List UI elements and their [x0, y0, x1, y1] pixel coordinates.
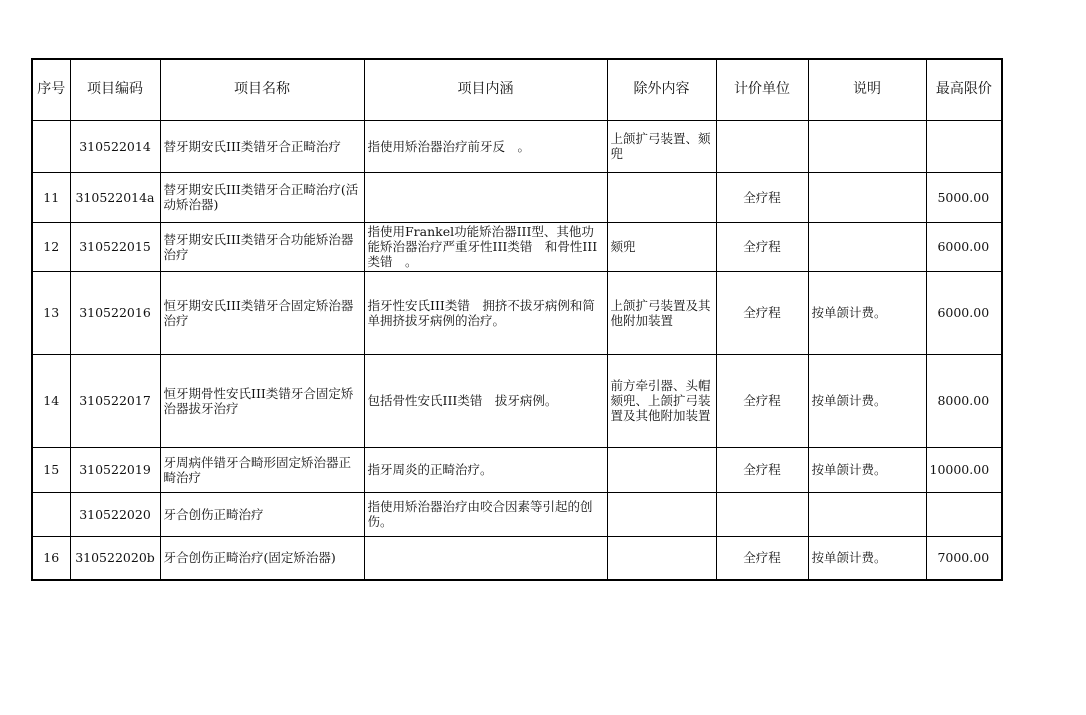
table-row — [32, 120, 1002, 172]
row-excluded — [607, 447, 716, 492]
header-content: 项目内涵 — [364, 59, 607, 120]
row-content: 指使用矫治器治疗前牙反 。 — [364, 120, 607, 172]
row-price: 7000.00 — [926, 536, 1002, 580]
row-excluded: 颏兜 — [607, 222, 716, 271]
row-code: 310522019 — [70, 447, 160, 492]
row-note — [808, 120, 926, 172]
row-price: 6000.00 — [926, 271, 1002, 354]
header-index: 序号 — [32, 59, 70, 120]
row-price — [926, 492, 1002, 536]
row-content: 包括骨性安氏III类错 拔牙病例。 — [364, 354, 607, 447]
header-name: 项目名称 — [160, 59, 364, 120]
row-index: 14 — [32, 354, 70, 447]
row-price: 6000.00 — [926, 222, 1002, 271]
row-content: 指牙周炎的正畸治疗。 — [364, 447, 607, 492]
header-price: 最高限价 — [926, 59, 1002, 120]
row-index: 16 — [32, 536, 70, 580]
header-unit: 计价单位 — [716, 59, 808, 120]
table-row — [32, 492, 1002, 536]
row-excluded: 前方牵引器、头帽颏兜、上颌扩弓装置及其他附加装置 — [607, 354, 716, 447]
row-name: 牙周病伴错牙合畸形固定矫治器正畸治疗 — [160, 447, 364, 492]
row-note: 按单颌计费。 — [808, 271, 926, 354]
header-excluded: 除外内容 — [607, 59, 716, 120]
row-unit: 全疗程 — [716, 222, 808, 271]
row-name: 恒牙期骨性安氏III类错牙合固定矫治器拔牙治疗 — [160, 354, 364, 447]
row-index — [32, 120, 70, 172]
row-content — [364, 536, 607, 580]
fee-table — [31, 58, 1003, 581]
row-note — [808, 492, 926, 536]
row-excluded — [607, 492, 716, 536]
row-unit — [716, 120, 808, 172]
row-excluded — [607, 172, 716, 222]
row-name: 牙合创伤正畸治疗(固定矫治器) — [160, 536, 364, 580]
table-row — [32, 172, 1002, 222]
row-index: 12 — [32, 222, 70, 271]
row-excluded: 上颌扩弓装置、颏兜 — [607, 120, 716, 172]
row-index: 11 — [32, 172, 70, 222]
row-index: 15 — [32, 447, 70, 492]
row-code: 310522020 — [70, 492, 160, 536]
row-index: 13 — [32, 271, 70, 354]
row-name: 替牙期安氏III类错牙合正畸治疗 — [160, 120, 364, 172]
row-code: 310522020b — [70, 536, 160, 580]
table-row — [32, 447, 1002, 492]
row-code: 310522014a — [70, 172, 160, 222]
row-unit: 全疗程 — [716, 354, 808, 447]
row-content: 指使用Frankel功能矫治器III型、其他功能矫治器治疗严重牙性III类错 和骨性III类错 。 — [364, 222, 607, 271]
row-name: 替牙期安氏III类错牙合功能矫治器治疗 — [160, 222, 364, 271]
row-name: 牙合创伤正畸治疗 — [160, 492, 364, 536]
row-unit: 全疗程 — [716, 271, 808, 354]
row-unit: 全疗程 — [716, 536, 808, 580]
row-unit — [716, 492, 808, 536]
row-unit: 全疗程 — [716, 172, 808, 222]
row-index — [32, 492, 70, 536]
table-row — [32, 222, 1002, 271]
row-price: 8000.00 — [926, 354, 1002, 447]
row-excluded: 上颌扩弓装置及其他附加装置 — [607, 271, 716, 354]
row-price — [926, 120, 1002, 172]
row-note — [808, 172, 926, 222]
row-unit: 全疗程 — [716, 447, 808, 492]
row-content — [364, 172, 607, 222]
row-code: 310522014 — [70, 120, 160, 172]
row-content: 指使用矫治器治疗由咬合因素等引起的创伤。 — [364, 492, 607, 536]
row-code: 310522016 — [70, 271, 160, 354]
row-name: 恒牙期安氏III类错牙合固定矫治器治疗 — [160, 271, 364, 354]
row-price: 10000.00 — [926, 447, 1002, 492]
row-content: 指牙性安氏III类错 拥挤不拔牙病例和简单拥挤拔牙病例的治疗。 — [364, 271, 607, 354]
row-note: 按单颌计费。 — [808, 447, 926, 492]
row-code: 310522015 — [70, 222, 160, 271]
row-excluded — [607, 536, 716, 580]
header-row — [32, 59, 1002, 120]
row-name: 替牙期安氏III类错牙合正畸治疗(活动矫治器) — [160, 172, 364, 222]
row-code: 310522017 — [70, 354, 160, 447]
row-note: 按单颌计费。 — [808, 354, 926, 447]
row-note: 按单颌计费。 — [808, 536, 926, 580]
row-price: 5000.00 — [926, 172, 1002, 222]
table-row — [32, 271, 1002, 354]
header-note: 说明 — [808, 59, 926, 120]
table-row — [32, 354, 1002, 447]
row-note — [808, 222, 926, 271]
header-code: 项目编码 — [70, 59, 160, 120]
table-row — [32, 536, 1002, 580]
